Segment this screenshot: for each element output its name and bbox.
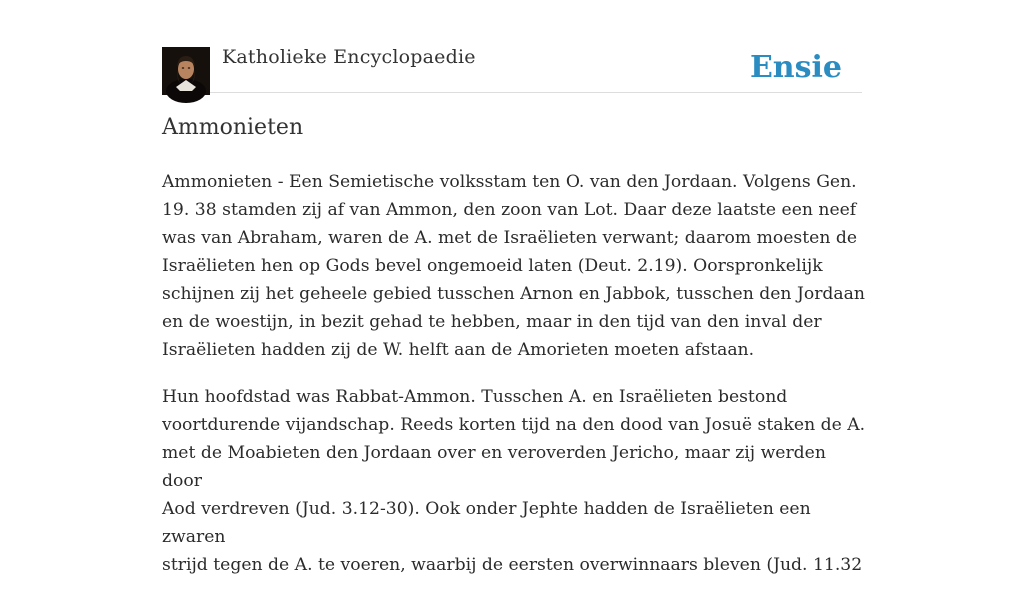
article-paragraph-1: [162, 168, 867, 364]
paragraph-line: schijnen zij het geheele gebied tusschen Arnon en Jabbok, tusschen den Jordaan: [162, 284, 865, 304]
paragraph-line: Hun hoofdstad was Rabbat-Ammon. Tusschen A. en Israëlieten bestond: [162, 387, 788, 407]
paragraph-line: en de woestijn, in bezit gehad te hebben, maar in den tijd van den inval der: [162, 312, 822, 332]
author-avatar[interactable]: [162, 47, 210, 95]
article-paragraph-2: [162, 383, 867, 579]
paragraph-line: Aod verdreven (Jud. 3.12-30). Ook onder Jephte hadden de Israëlieten een zwaren: [162, 499, 811, 547]
paragraph-line: voortdurende vijandschap. Reeds korten tijd na den dood van Josuë staken de A.: [162, 415, 866, 435]
paragraph-line: 19. 38 stamden zij af van Ammon, den zoon van Lot. Daar deze laatste een neef: [162, 200, 857, 220]
brand-logo[interactable]: Ensie: [749, 50, 842, 85]
article-body: [162, 168, 867, 598]
portrait-image: [162, 47, 210, 95]
paragraph-line: strijd tegen de A. te voeren, waarbij de eersten overwinnaars bleven (Jud. 11.32: [162, 555, 863, 575]
paragraph-line: was van Abraham, waren de A. met de Israëlieten verwant; daarom moesten de: [162, 228, 858, 248]
page-title: Ammonieten: [162, 115, 304, 140]
paragraph-line: Israëlieten hen op Gods bevel ongemoeid laten (Deut. 2.19). Oorspronkelijk: [162, 256, 823, 276]
site-title[interactable]: Katholieke Encyclopaedie: [222, 46, 476, 68]
paragraph-line: Israëlieten hadden zij de W. helft aan de Amorieten moeten afstaan.: [162, 340, 755, 360]
paragraph-line: Ammonieten - Een Semietische volksstam ten O. van den Jordaan. Volgens Gen.: [162, 172, 857, 192]
site-header: [162, 40, 862, 93]
paragraph-line: met de Moabieten den Jordaan over en veroverden Jericho, maar zij werden door: [162, 443, 826, 491]
